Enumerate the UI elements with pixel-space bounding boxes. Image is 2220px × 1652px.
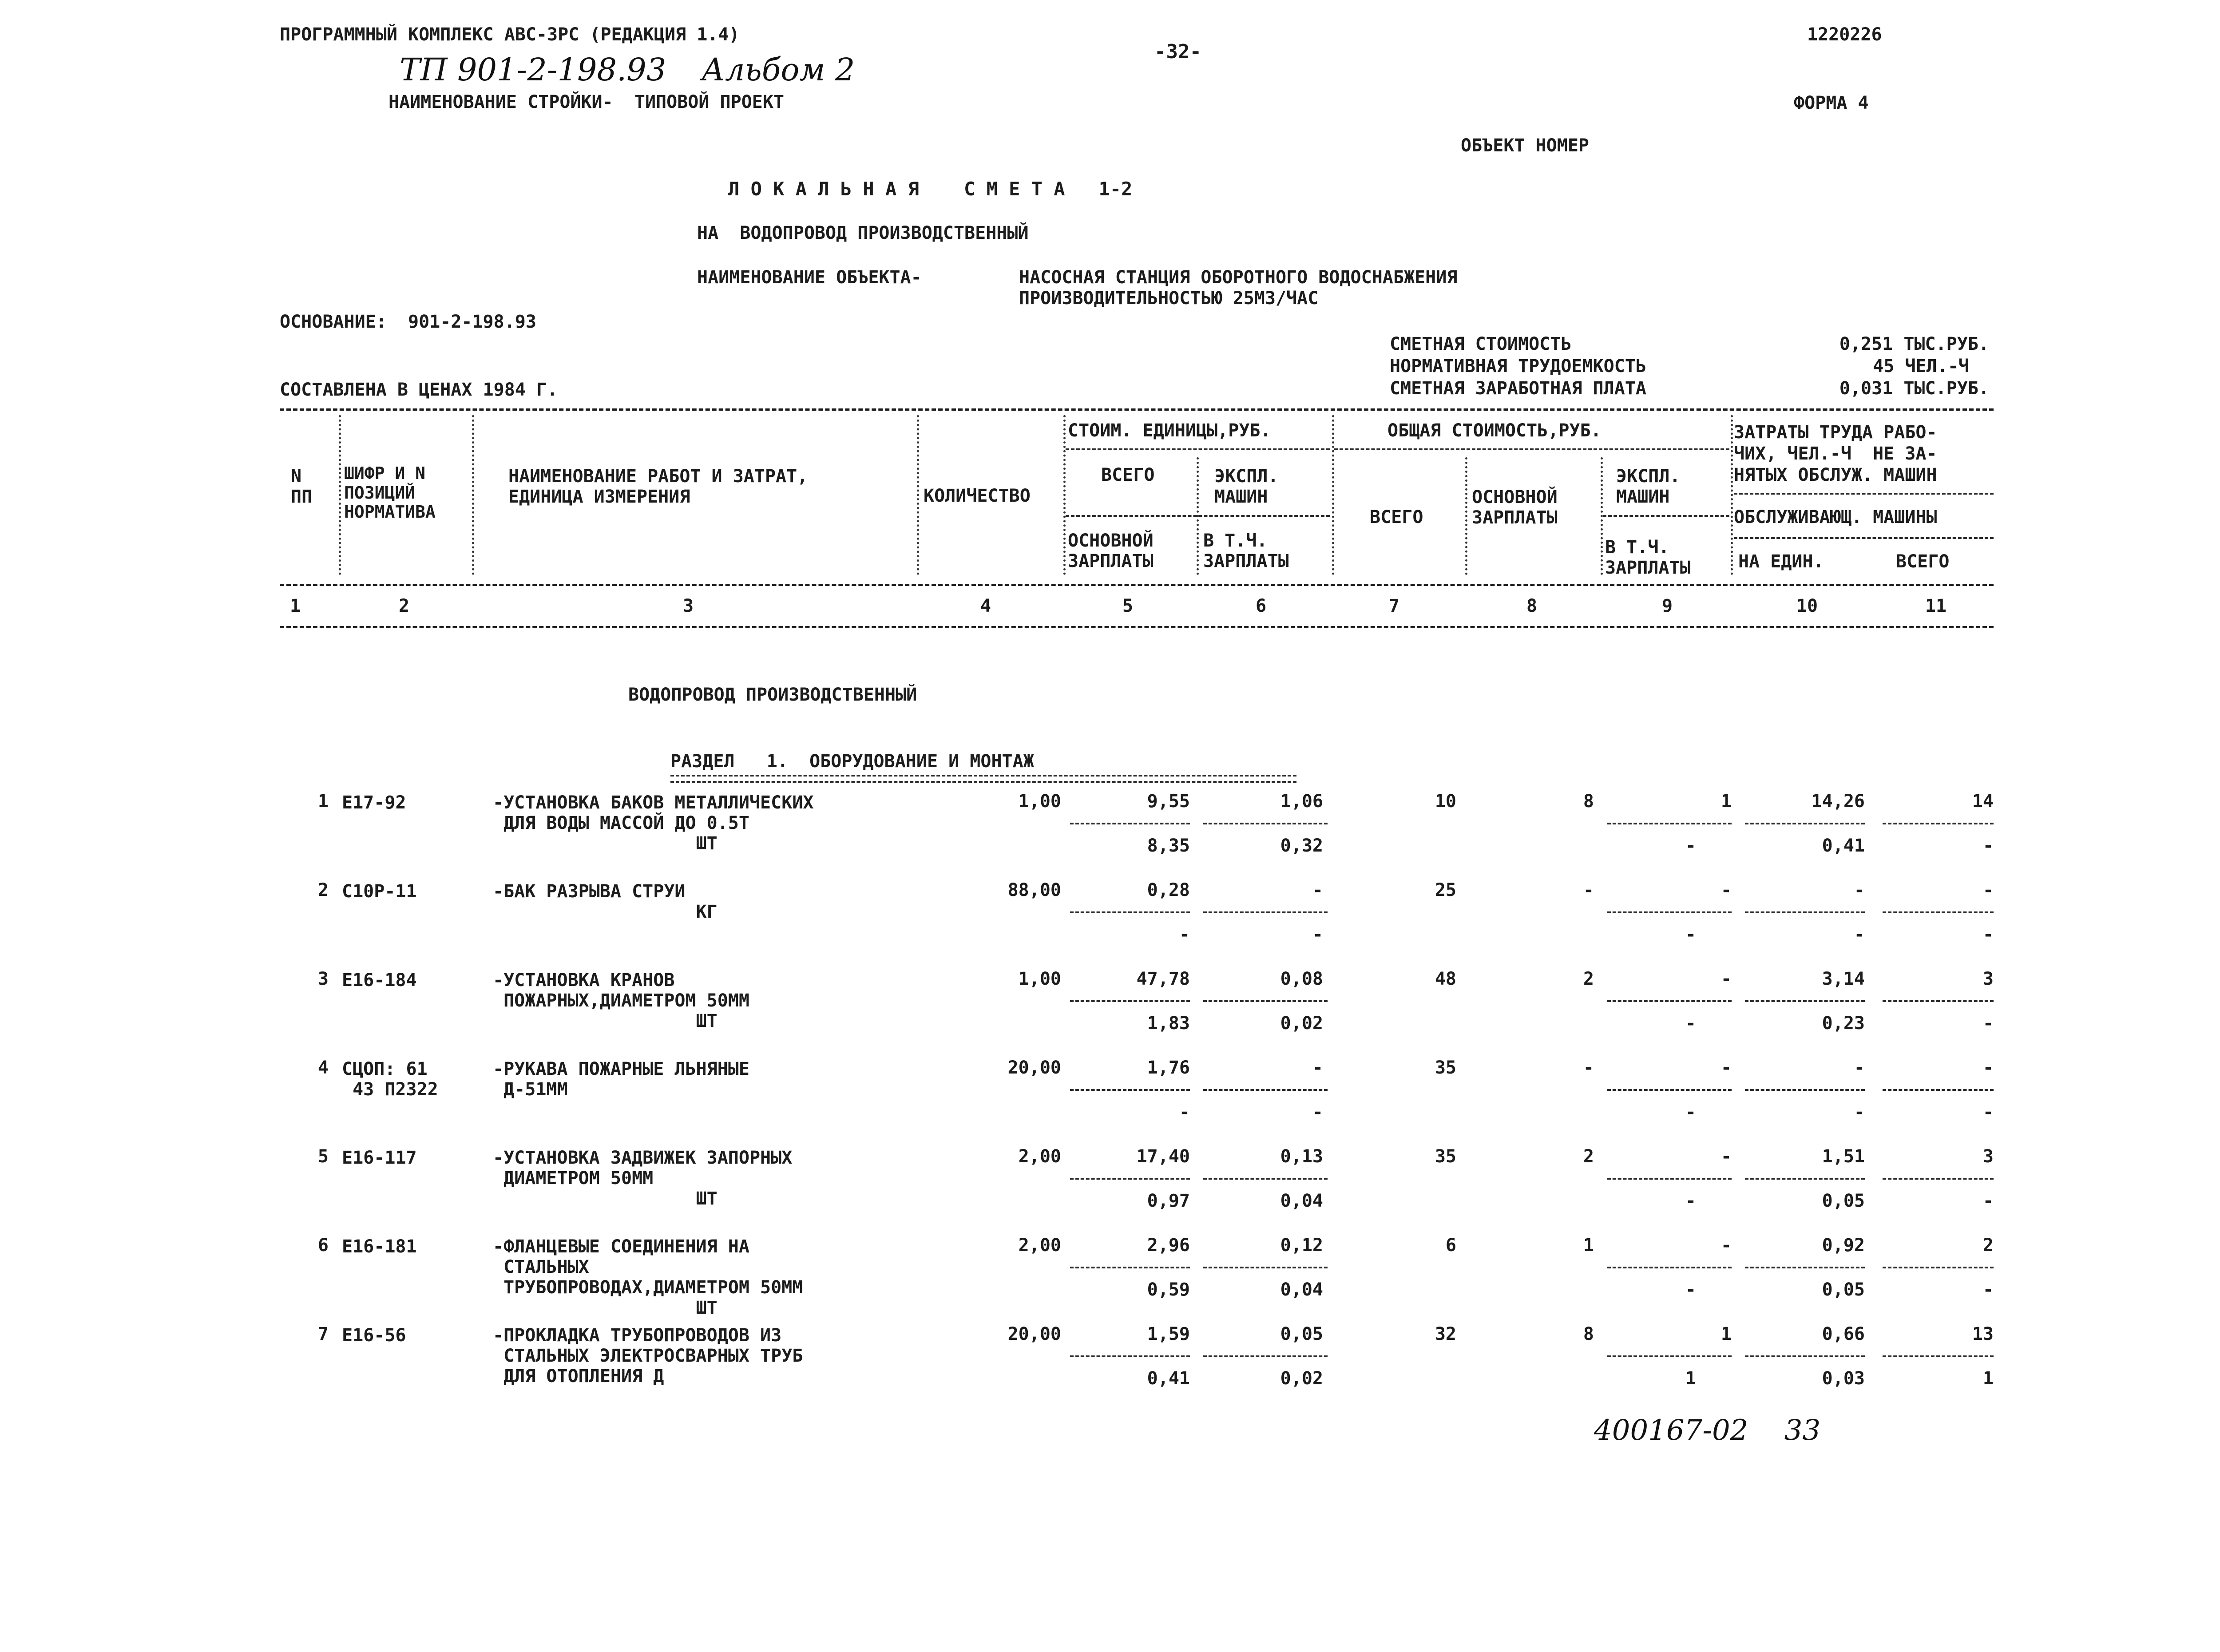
row-unit-total: 2,96 [1147, 1235, 1190, 1256]
row-labor-unit: - [1854, 880, 1865, 900]
row-labor-total-2: - [1982, 836, 1994, 856]
row-total-wage: 8 [1583, 1324, 1594, 1344]
row-total-expl: - [1720, 969, 1732, 989]
row-qty: 2,00 [1018, 1146, 1061, 1167]
row-total-incl: - [1685, 924, 1696, 945]
row-labor-total: 13 [1972, 1324, 1994, 1344]
row-unit-wage: 0,59 [1147, 1280, 1190, 1300]
row-total-incl: - [1685, 836, 1696, 856]
col-num: 9 [1661, 596, 1673, 616]
row-number: 1 [317, 791, 329, 812]
th-unit-expl: ЭКСПЛ. МАШИН [1214, 466, 1279, 507]
col-num: 6 [1255, 596, 1267, 616]
row-qty: 2,00 [1018, 1235, 1061, 1256]
row-unit-incl: 0,02 [1280, 1013, 1323, 1034]
row-total-incl: - [1685, 1013, 1696, 1034]
row-total-all: 6 [1445, 1235, 1456, 1256]
row-number: 5 [317, 1146, 329, 1167]
row-labor-total-2: - [1982, 1280, 1994, 1300]
cell-divider [1607, 1355, 1732, 1357]
cell-divider [1745, 1355, 1865, 1357]
th-qty: КОЛИЧЕСТВО [924, 486, 1031, 506]
estimate-heading: Л О К А Л Ь Н А Я С М Е Т А 1-2 [728, 178, 1133, 200]
row-labor-total: - [1982, 1058, 1994, 1078]
row-labor-total: 2 [1982, 1235, 1994, 1256]
row-total-incl: - [1685, 1280, 1696, 1300]
cell-divider [1203, 1355, 1328, 1357]
program-line: ПРОГРАММНЫЙ КОМПЛЕКС АВС-3РС (РЕДАКЦИЯ 1.4) [280, 24, 740, 45]
object-label: НАИМЕНОВАНИЕ ОБЪЕКТА- [697, 267, 922, 288]
row-total-all: 35 [1435, 1058, 1456, 1078]
object-line-2: ПРОИЗВОДИТЕЛЬНОСТЬЮ 25М3/ЧАС [1019, 288, 1319, 309]
cell-divider [1745, 1267, 1865, 1268]
th-labor-unit: НА ЕДИН. [1738, 551, 1824, 572]
estimate-subject: НА ВОДОПРОВОД ПРОИЗВОДСТВЕННЫЙ [697, 223, 1029, 243]
summary-label-wage: СМЕТНАЯ ЗАРАБОТНАЯ ПЛАТА [1390, 378, 1646, 399]
th-total-expl: ЭКСПЛ. МАШИН [1616, 466, 1681, 507]
compiled-line: СОСТАВЛЕНА В ЦЕНАХ 1984 Г. [280, 380, 558, 400]
col-num: 7 [1388, 596, 1400, 616]
row-labor-unit: 3,14 [1822, 969, 1865, 989]
row-unit-wage: - [1179, 1102, 1190, 1122]
row-labor-total-2: 1 [1982, 1368, 1994, 1389]
row-unit-total: 0,28 [1147, 880, 1190, 900]
row-labor-total: 3 [1982, 1146, 1994, 1167]
row-total-expl: - [1720, 1058, 1732, 1078]
row-code: Е16-181 [342, 1236, 417, 1257]
row-unit-total: 47,78 [1136, 969, 1190, 989]
row-labor-unit-2: 0,41 [1822, 836, 1865, 856]
row-total-expl: - [1720, 1146, 1732, 1167]
basis-line: ОСНОВАНИЕ: 901-2-198.93 [280, 312, 536, 332]
row-qty: 1,00 [1018, 791, 1061, 812]
cell-divider [1203, 1267, 1328, 1268]
th-total-rule [1334, 448, 1729, 450]
th-n: N ПП [291, 466, 313, 507]
row-number: 6 [317, 1235, 329, 1256]
cell-divider [1203, 1178, 1328, 1180]
th-labor-total: ВСЕГО [1896, 551, 1950, 572]
row-labor-total: 14 [1972, 791, 1994, 812]
handwritten-project: ТП 901-2-198.93 [400, 52, 666, 88]
row-unit-expl: 1,06 [1280, 791, 1323, 812]
row-total-all: 35 [1435, 1146, 1456, 1167]
th-unit-incl: В Т.Ч. ЗАРПЛАТЫ [1203, 531, 1289, 571]
summary-label-labor: НОРМАТИВНАЯ ТРУДОЕМКОСТЬ [1390, 356, 1646, 376]
cell-divider [1070, 1178, 1190, 1180]
row-name: -ПРОКЛАДКА ТРУБОПРОВОДОВ ИЗ СТАЛЬНЫХ ЭЛЕКТРОСВАРНЫХ ТРУБ ДЛЯ ОТОПЛЕНИЯ Д [493, 1325, 803, 1387]
row-unit-incl: 0,32 [1280, 836, 1323, 856]
row-total-wage: 1 [1583, 1235, 1594, 1256]
section-title: ВОДОПРОВОД ПРОИЗВОДСТВЕННЫЙ [628, 685, 917, 705]
cell-divider [1883, 1178, 1994, 1180]
row-unit-total: 17,40 [1136, 1146, 1190, 1167]
row-unit-incl: 0,04 [1280, 1280, 1323, 1300]
row-name: -УСТАНОВКА КРАНОВ ПОЖАРНЫХ,ДИАМЕТРОМ 50ММ ШТ [493, 970, 749, 1031]
page-number: -32- [1154, 40, 1201, 63]
row-total-wage: 8 [1583, 791, 1594, 812]
row-unit-wage: 0,97 [1147, 1191, 1190, 1211]
row-code: Е17-92 [342, 792, 406, 813]
cell-divider [1607, 1089, 1732, 1091]
row-total-expl: - [1720, 880, 1732, 900]
row-labor-unit: - [1854, 1058, 1865, 1078]
cell-divider [1607, 911, 1732, 913]
header-bottom-rule [280, 626, 1994, 628]
th-total-wage: ОСНОВНОЙ ЗАРПЛАТЫ [1472, 487, 1558, 528]
row-number: 4 [317, 1058, 329, 1078]
form-label: ФОРМА 4 [1794, 93, 1869, 113]
cell-divider [1883, 1355, 1994, 1357]
cell-divider [1070, 823, 1190, 824]
row-name: -БАК РАЗРЫВА СТРУИ КГ [493, 881, 718, 922]
cell-divider [1607, 1267, 1732, 1268]
row-total-expl: - [1720, 1235, 1732, 1256]
row-unit-incl: - [1312, 924, 1323, 945]
cell-divider [1070, 911, 1190, 913]
th-labor-rule [1734, 493, 1994, 495]
row-total-all: 32 [1435, 1324, 1456, 1344]
col-num: 2 [398, 596, 410, 616]
summary-value-labor: 45 ЧЕЛ.-Ч [1873, 356, 1969, 376]
row-qty: 88,00 [1007, 880, 1061, 900]
th-name: НАИМЕНОВАНИЕ РАБОТ И ЗАТРАТ, ЕДИНИЦА ИЗМЕРЕНИЯ [508, 466, 808, 507]
row-unit-wage: 8,35 [1147, 836, 1190, 856]
construction-name: НАИМЕНОВАНИЕ СТРОЙКИ- ТИПОВОЙ ПРОЕКТ [388, 92, 785, 112]
cell-divider [1745, 1178, 1865, 1180]
cell-divider [1745, 1089, 1865, 1091]
row-code: С10Р-11 [342, 881, 417, 902]
row-labor-unit: 14,26 [1811, 791, 1865, 812]
row-unit-wage: 1,83 [1147, 1013, 1190, 1034]
col-sep-7 [1465, 457, 1467, 575]
col-num: 8 [1526, 596, 1538, 616]
row-total-wage: - [1583, 880, 1594, 900]
cell-divider [1883, 823, 1994, 824]
row-unit-expl: 0,12 [1280, 1235, 1323, 1256]
th-unit-rule [1066, 448, 1330, 450]
row-unit-incl: - [1312, 1102, 1323, 1122]
row-labor-total-2: - [1982, 924, 1994, 945]
col-sep-3 [917, 415, 919, 575]
row-unit-expl: - [1312, 880, 1323, 900]
row-code: Е16-56 [342, 1325, 406, 1346]
cell-divider [1070, 1000, 1190, 1002]
cell-divider [1883, 1000, 1994, 1002]
row-name: -ФЛАНЦЕВЫЕ СОЕДИНЕНИЯ НА СТАЛЬНЫХ ТРУБОПРОВОДАХ,ДИАМЕТРОМ 50ММ ШТ [493, 1236, 803, 1318]
row-labor-unit-2: 0,03 [1822, 1368, 1865, 1389]
row-labor-unit-2: 0,05 [1822, 1280, 1865, 1300]
th-unit-rule-2 [1066, 515, 1330, 517]
cell-divider [1883, 1089, 1994, 1091]
cell-divider [1745, 911, 1865, 913]
row-total-all: 48 [1435, 969, 1456, 989]
object-number: ОБЪЕКТ НОМЕР [1461, 135, 1589, 156]
cell-divider [1883, 911, 1994, 913]
row-total-wage: - [1583, 1058, 1594, 1078]
row-total-expl: 1 [1720, 1324, 1732, 1344]
row-labor-unit-2: 0,05 [1822, 1191, 1865, 1211]
row-unit-wage: 0,41 [1147, 1368, 1190, 1389]
cell-divider [1203, 1089, 1328, 1091]
row-labor-total: 3 [1982, 969, 1994, 989]
row-total-wage: 2 [1583, 1146, 1594, 1167]
th-total-all: ВСЕГО [1370, 507, 1423, 527]
row-unit-total: 9,55 [1147, 791, 1190, 812]
division-title: РАЗДЕЛ 1. ОБОРУДОВАНИЕ И МОНТАЖ [670, 751, 1034, 772]
row-number: 3 [317, 969, 329, 989]
row-unit-expl: 0,13 [1280, 1146, 1323, 1167]
col-num: 5 [1122, 596, 1134, 616]
cell-divider [1070, 1267, 1190, 1268]
row-unit-total: 1,76 [1147, 1058, 1190, 1078]
row-total-expl: 1 [1720, 791, 1732, 812]
cell-divider [1607, 1178, 1732, 1180]
row-labor-total-2: - [1982, 1013, 1994, 1034]
row-qty: 20,00 [1007, 1058, 1061, 1078]
row-number: 2 [317, 880, 329, 900]
header-top-rule [280, 408, 1994, 411]
row-labor-unit: 0,92 [1822, 1235, 1865, 1256]
row-total-wage: 2 [1583, 969, 1594, 989]
cell-divider [1607, 823, 1732, 824]
col-sep-4 [1063, 415, 1066, 575]
row-total-incl: - [1685, 1102, 1696, 1122]
row-name: -РУКАВА ПОЖАРНЫЕ ЛЬНЯНЫЕ Д-51ММ [493, 1059, 749, 1100]
cell-divider [1203, 1000, 1328, 1002]
cell-divider [1745, 1000, 1865, 1002]
row-code: Е16-184 [342, 970, 417, 990]
row-total-all: 10 [1435, 791, 1456, 812]
summary-value-wage: 0,031 ТЫС.РУБ. [1839, 378, 1989, 399]
row-unit-incl: 0,04 [1280, 1191, 1323, 1211]
col-sep-6 [1332, 415, 1334, 575]
row-qty: 1,00 [1018, 969, 1061, 989]
th-total-cost: ОБЩАЯ СТОИМОСТЬ,РУБ. [1388, 420, 1602, 441]
header-mid-rule [280, 584, 1994, 586]
row-unit-incl: 0,02 [1280, 1368, 1323, 1389]
row-name: -УСТАНОВКА ЗАДВИЖЕК ЗАПОРНЫХ ДИАМЕТРОМ 50ММ ШТ [493, 1148, 793, 1209]
row-unit-expl: 0,08 [1280, 969, 1323, 989]
cell-divider [1883, 1267, 1994, 1268]
th-total-incl: В Т.Ч. ЗАРПЛАТЫ [1605, 537, 1691, 578]
th-labor: ЗАТРАТЫ ТРУДА РАБО- ЧИХ, ЧЕЛ.-Ч НЕ ЗА- НЯТЫХ ОБСЛУЖ. МАШИН [1734, 422, 1937, 485]
row-unit-expl: - [1312, 1058, 1323, 1078]
summary-value-cost: 0,251 ТЫС.РУБ. [1839, 334, 1989, 354]
th-unit-total: ВСЕГО [1101, 465, 1155, 485]
th-labor-sub: ОБСЛУЖИВАЮЩ. МАШИНЫ [1734, 507, 1937, 527]
division-underline [670, 775, 1296, 783]
row-labor-unit: 1,51 [1822, 1146, 1865, 1167]
doc-code: 1220226 [1807, 24, 1882, 45]
th-labor-rule-2 [1734, 537, 1994, 539]
col-sep-2 [472, 415, 474, 575]
row-labor-total-2: - [1982, 1102, 1994, 1122]
row-labor-unit-2: 0,23 [1822, 1013, 1865, 1034]
handwritten-album: Альбом 2 [702, 52, 855, 88]
row-unit-total: 1,59 [1147, 1324, 1190, 1344]
row-total-incl: 1 [1685, 1368, 1696, 1389]
row-labor-unit-2: - [1854, 924, 1865, 945]
object-line-1: НАСОСНАЯ СТАНЦИЯ ОБОРОТНОГО ВОДОСНАБЖЕНИЯ [1019, 267, 1458, 288]
cell-divider [1070, 1355, 1190, 1357]
cell-divider [1203, 911, 1328, 913]
cell-divider [1203, 823, 1328, 824]
row-code: Е16-117 [342, 1148, 417, 1168]
row-code: СЦОП: 61 43 П2322 [342, 1059, 438, 1100]
col-num: 10 [1796, 596, 1818, 616]
col-sep-9 [1731, 415, 1733, 575]
cell-divider [1745, 823, 1865, 824]
row-name: -УСТАНОВКА БАКОВ МЕТАЛЛИЧЕСКИХ ДЛЯ ВОДЫ МАССОЙ ДО 0.5Т ШТ [493, 792, 814, 854]
th-total-rule-2 [1603, 515, 1729, 517]
cell-divider [1070, 1089, 1190, 1091]
row-qty: 20,00 [1007, 1324, 1061, 1344]
col-num: 4 [980, 596, 991, 616]
th-unit-cost: СТОИМ. ЕДИНИЦЫ,РУБ. [1068, 420, 1271, 441]
th-code: ШИФР И N ПОЗИЦИЙ НОРМАТИВА [344, 464, 436, 522]
row-labor-total: - [1982, 880, 1994, 900]
row-labor-unit: 0,66 [1822, 1324, 1865, 1344]
cell-divider [1607, 1000, 1732, 1002]
col-num: 11 [1925, 596, 1947, 616]
col-num: 3 [682, 596, 694, 616]
row-labor-unit-2: - [1854, 1102, 1865, 1122]
row-total-incl: - [1685, 1191, 1696, 1211]
summary-label-cost: СМЕТНАЯ СТОИМОСТЬ [1390, 334, 1572, 354]
row-number: 7 [317, 1324, 329, 1344]
row-unit-wage: - [1179, 924, 1190, 945]
row-labor-total-2: - [1982, 1191, 1994, 1211]
col-sep-1 [339, 415, 341, 575]
col-num: 1 [289, 596, 301, 616]
row-unit-expl: 0,05 [1280, 1324, 1323, 1344]
footer-handwritten: 400167-02 33 [1594, 1414, 1821, 1447]
row-total-all: 25 [1435, 880, 1456, 900]
th-unit-wage: ОСНОВНОЙ ЗАРПЛАТЫ [1068, 531, 1154, 571]
